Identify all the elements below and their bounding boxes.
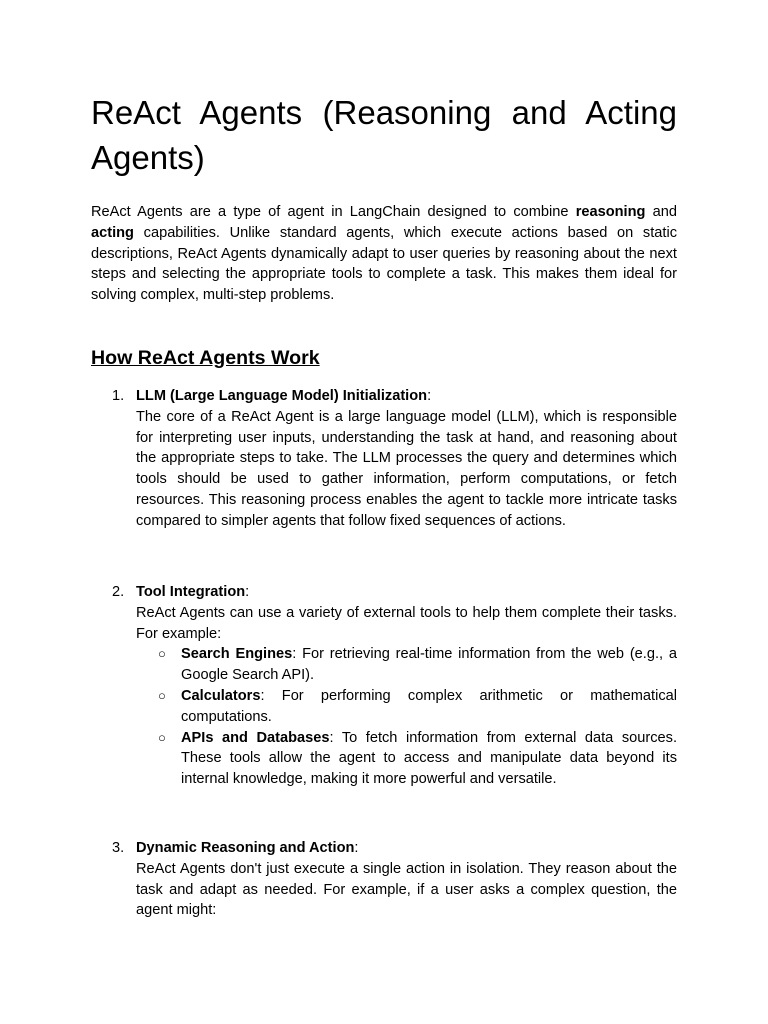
list-number: 3.: [112, 840, 125, 856]
heading-colon: :: [427, 388, 432, 404]
tool-sublist: [136, 644, 677, 790]
list-item-text: ReAct Agents don't just execute a single action in isolation. They reason about the task and adapt as needed. For example, if a user asks a complex question, the agent might:: [136, 860, 677, 919]
sublist-desc: : To fetch information from external data sources. These tools allow the agent to access and manipulate data beyond its internal knowledge, making it more powerful and versatile.: [181, 729, 677, 788]
list-item-text: ReAct Agents can use a variety of external tools to help them complete their tasks. For example:: [136, 604, 677, 642]
list-item-heading: Dynamic Reasoning and Action: [136, 840, 355, 856]
sublist-term: APIs and Databases: [181, 729, 330, 746]
intro-bold-acting: acting: [91, 224, 134, 241]
list-item-tools: [91, 582, 677, 790]
hollow-circle-bullet-icon: ○: [158, 729, 166, 745]
sublist-term: Calculators: [181, 687, 261, 704]
heading-colon: :: [245, 584, 250, 600]
list-number: 1.: [112, 388, 125, 404]
intro-text-2: and: [645, 204, 677, 220]
list-item-llm: [91, 386, 677, 532]
sublist-item: [136, 686, 677, 728]
document-title: ReAct Agents (Reasoning and Acting Agents): [91, 94, 677, 176]
sublist-desc: : For performing complex arithmetic or mathematical computations.: [181, 687, 677, 725]
sublist-desc: : For retrieving real-time information from the web (e.g., a Google Search API).: [181, 646, 677, 684]
intro-text-3: capabilities. Unlike standard agents, which execute actions based on static descriptions, ReAct Agents dynamically adapt to user queries by reasoning about the next steps and selecting the appropriate tools to complete a task. This makes them ideal for solving complex, multi-step problems.: [91, 224, 677, 304]
intro-text-1: ReAct Agents are a type of agent in LangChain designed to combine: [91, 204, 576, 220]
intro-paragraph: [91, 202, 677, 306]
sublist-item: [136, 728, 677, 790]
sublist-term: Search Engines: [181, 646, 293, 663]
heading-colon: :: [354, 840, 359, 856]
list-item-heading: Tool Integration: [136, 584, 246, 600]
list-item-dynamic-reasoning: [91, 838, 677, 921]
section-heading: How ReAct Agents Work: [91, 347, 320, 369]
list-item-text: The core of a ReAct Agent is a large language model (LLM), which is responsible for interpreting user inputs, understanding the task at hand, and reasoning about the appropriate steps to take. The LLM processes the query and determines which tools should be used to gather information, perform computations, or fetch resources. This reasoning process enables the agent to tackle more intricate tasks compared to simpler agents that follow fixed sequences of actions.: [136, 408, 677, 529]
sublist-item: [136, 644, 677, 686]
list-number: 2.: [112, 584, 125, 600]
hollow-circle-bullet-icon: ○: [158, 646, 166, 662]
list-item-heading: LLM (Large Language Model) Initialization: [136, 388, 428, 404]
intro-bold-reasoning: reasoning: [575, 204, 646, 220]
hollow-circle-bullet-icon: ○: [158, 687, 166, 703]
